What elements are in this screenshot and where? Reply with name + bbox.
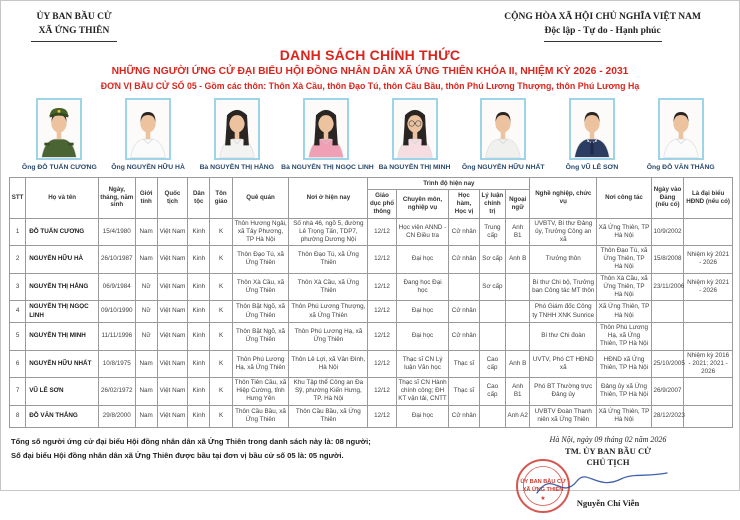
table-cell: UVTV, Phó CT HĐND xã (530, 350, 597, 378)
table-cell: Việt Nam (157, 323, 187, 351)
col-group-qualifications: Trình độ hiện nay (368, 177, 530, 190)
issuing-authority (31, 10, 117, 42)
col-header-occupation: Nghề nghiệp, chức vụ (530, 177, 597, 218)
table-cell: K (210, 378, 232, 406)
candidate-card (459, 98, 548, 171)
table-cell: Cao cấp (479, 378, 505, 406)
issuer-underline (31, 41, 117, 42)
table-cell: Kinh (188, 378, 210, 406)
table-cell: Thạc sĩ (449, 350, 479, 378)
national-motto (504, 10, 701, 42)
table-cell: Cử nhân (449, 301, 479, 323)
col-header-religion: Tôn giáo (210, 177, 232, 218)
table-cell: Khu Tập thể Công an Đa Sỹ, phường Kiến Hưng, TP. Hà Nội (289, 378, 368, 406)
col-header-specialty: Chuyên môn, nghiệp vụ (396, 190, 449, 218)
col-header-politics: Lý luận chính trị (479, 190, 505, 218)
candidate-photo (392, 98, 438, 160)
table-cell: Trưởng thôn (530, 246, 597, 274)
table-cell: Kinh (188, 323, 210, 351)
cell-name: VŨ LÊ SƠN (26, 378, 99, 406)
table-cell: Phó Giám đốc Công ty TNHH XNK Sunrice (530, 301, 597, 323)
table-row (10, 350, 733, 378)
table-cell: 09/10/1990 (99, 301, 135, 323)
signature-org: TM. ỦY BAN BẦU CỬ (564, 445, 651, 456)
svg-text:XÃ ỨNG THIÊN: XÃ ỨNG THIÊN (522, 486, 564, 493)
table-cell: Kinh (188, 246, 210, 274)
table-cell: 11/11/1996 (99, 323, 135, 351)
table-cell: K (210, 323, 232, 351)
summary-text (11, 435, 371, 508)
col-header-language: Ngoại ngữ (506, 190, 530, 218)
table-cell: 7 (10, 378, 26, 406)
candidate-card (104, 98, 193, 171)
table-cell: Kinh (188, 218, 210, 246)
table-cell: Đại học (396, 405, 449, 427)
table-cell: UVBTV Đoàn Thanh niên xã Ứng Thiên (530, 405, 597, 427)
candidate-photo (214, 98, 260, 160)
table-cell: Đại học (396, 301, 449, 323)
table-cell: Anh B (506, 246, 530, 274)
issuer-line1: ỦY BAN BẦU CỬ (36, 12, 112, 22)
table-cell: Thôn Tiên Cầu, xã Hiệp Cường, tỉnh Hưng Yên (232, 378, 289, 406)
document-title: DANH SÁCH CHÍNH THỨC (279, 46, 461, 63)
table-cell: 10/8/1975 (99, 350, 135, 378)
table-cell: Sơ cấp (479, 246, 505, 274)
table-cell: Thạc sĩ (449, 378, 479, 406)
table-cell: HĐND xã Ứng Thiên, TP Hà Nội (597, 350, 652, 378)
table-cell: 15/4/1980 (99, 218, 135, 246)
table-cell: Thôn Cầu Bầu, xã Ứng Thiên (232, 405, 289, 427)
table-cell: 1 (10, 218, 26, 246)
table-cell: 26/9/2007 (651, 378, 683, 406)
table-cell: Việt Nam (157, 301, 187, 323)
table-cell: Đại học (396, 246, 449, 274)
table-cell: Thôn Phú Lương Thượng, xã Ứng Thiên (289, 301, 368, 323)
signature-block (503, 435, 713, 508)
table-cell (479, 323, 505, 351)
candidate-photo (125, 98, 171, 160)
table-cell: Thôn Bặt Ngõ, xã Ứng Thiên (232, 301, 289, 323)
table-cell: K (210, 246, 232, 274)
table-cell: Anh B1 (506, 378, 530, 406)
col-header-hometown: Quê quán (232, 177, 289, 218)
col-header-nationality: Quốc tịch (157, 177, 187, 218)
candidate-card (548, 98, 637, 171)
col-header-name: Họ và tên (26, 177, 99, 218)
col-header-dob: Ngày, tháng, năm sinh (99, 177, 135, 218)
table-cell (506, 323, 530, 351)
table-cell: K (210, 301, 232, 323)
table-cell: 10/9/2002 (651, 218, 683, 246)
cell-name: NGUYỄN THỊ MINH (26, 323, 99, 351)
table-cell: Thôn Hương Ngải, xã Tây Phương, TP Hà Nội (232, 218, 289, 246)
table-cell: 06/9/1984 (99, 273, 135, 301)
table-cell: Nam (135, 246, 157, 274)
table-cell (684, 405, 733, 427)
table-cell: Nam (135, 405, 157, 427)
table-cell: K (210, 273, 232, 301)
table-cell (479, 405, 505, 427)
candidate-name: Ông ĐỖ VĂN THẮNG (646, 163, 715, 171)
table-cell: K (210, 350, 232, 378)
table-cell (684, 378, 733, 406)
table-cell: Học viện ANND - CN Điều tra (396, 218, 449, 246)
table-cell: 2 (10, 246, 26, 274)
table-cell: Nam (135, 378, 157, 406)
table-cell: 3 (10, 273, 26, 301)
candidate-name: Bà NGUYỄN THỊ MINH (378, 163, 451, 171)
table-cell: Thôn Phú Lương Hạ, xã Ứng Thiên (289, 323, 368, 351)
table-cell: 26/02/1972 (99, 378, 135, 406)
col-header-edu: Giáo dục phổ thông (368, 190, 396, 218)
table-cell: Việt Nam (157, 378, 187, 406)
col-header-party-date: Ngày vào Đảng (nếu có) (651, 177, 683, 218)
issuer-line2: XÃ ỨNG THIÊN (38, 26, 110, 37)
national-line2: Độc lập - Tự do - Hạnh phúc (544, 26, 661, 37)
table-cell: 4 (10, 301, 26, 323)
table-cell (479, 301, 505, 323)
table-cell: Thôn Cầu Bầu, xã Ứng Thiên (289, 405, 368, 427)
summary-line2: Số đại biểu Hội đồng nhân dân xã Ứng Thiên được bầu tại đơn vị bầu cử số 05 là: 05 người. (11, 450, 344, 460)
table-cell: Thôn Phú Lương Hạ, xã Ứng Thiên, TP Hà Nội (597, 323, 652, 351)
table-cell: Phó BT Thường trực Đảng ủy (530, 378, 597, 406)
table-cell: Đảng ủy xã Ứng Thiên, TP Hà Nội (597, 378, 652, 406)
table-cell: Xã Ứng Thiên, TP Hà Nội (597, 218, 652, 246)
table-cell (449, 273, 479, 301)
table-cell (506, 301, 530, 323)
table-cell: 25/10/2005 (651, 350, 683, 378)
table-row (10, 218, 733, 246)
svg-text:ỦY BAN BẦU CỬ: ỦY BAN BẦU CỬ (520, 478, 566, 485)
table-cell: Thôn Đạo Tú, xã Ứng Thiên (232, 246, 289, 274)
candidate-photo (569, 98, 615, 160)
table-cell: K (210, 218, 232, 246)
col-header-degree: Học hàm, Học vị (449, 190, 479, 218)
table-cell: Việt Nam (157, 218, 187, 246)
candidate-card (370, 98, 459, 171)
candidate-name: Bà NGUYỄN THỊ NGỌC LINH (281, 163, 374, 171)
candidate-name: Ông ĐỖ TUẤN CƯƠNG (21, 163, 97, 171)
col-header-ethnicity: Dân tộc (188, 177, 210, 218)
table-cell: Thôn Bặt Ngõ, xã Ứng Thiên (232, 323, 289, 351)
table-cell: K (210, 405, 232, 427)
table-cell: Anh B (506, 350, 530, 378)
table-cell: Đang học Đại học (396, 273, 449, 301)
table-cell: 12/12 (368, 301, 396, 323)
table-row (10, 378, 733, 406)
summary-line1: Tổng số người ứng cử đại biểu Hội đồng nhân dân xã Ứng Thiên trong danh sách này là: 08 người; (11, 436, 371, 446)
table-cell: Thôn Xà Cầu, xã Ứng Thiên, TP Hà Nội (597, 273, 652, 301)
table-cell: Thôn Phú Lương Hạ, xã Ứng Thiên (232, 350, 289, 378)
table-cell: 12/12 (368, 378, 396, 406)
table-cell: Thạc sĩ CN Hành chính công; ĐH KT vận tải, CNTT (396, 378, 449, 406)
table-cell: 28/12/2023 (651, 405, 683, 427)
table-cell: Nam (135, 350, 157, 378)
table-cell (506, 273, 530, 301)
table-cell: Số nhà 46, ngõ 5, đường Lê Trọng Tấn, TDP7, phường Dương Nội (289, 218, 368, 246)
table-cell: Kinh (188, 405, 210, 427)
table-cell: Bí thư Chi bộ, Trưởng ban Công tác MT thôn (530, 273, 597, 301)
candidate-photo (658, 98, 704, 160)
table-cell: Cử nhân (449, 246, 479, 274)
table-cell: Nhiệm kỳ 2021 - 2026 (684, 246, 733, 274)
candidates-table (9, 177, 733, 428)
candidate-name: Ông NGUYỄN HỮU HÀ (111, 163, 185, 171)
svg-text:★: ★ (540, 495, 546, 502)
document-footer (1, 428, 739, 508)
signature-date-line: Hà Nội, ngày 09 tháng 02 năm 2026 (549, 434, 667, 444)
table-cell: Nhiệm kỳ 2016 - 2021; 2021 - 2026 (684, 350, 733, 378)
document-subtitle: NHỮNG NGƯỜI ỨNG CỬ ĐẠI BIỂU HỘI ĐỒNG NHÂN DÂN XÃ ỨNG THIÊN KHÓA II, NHIỆM KỲ 2026 - 2031 (111, 65, 629, 77)
cell-name: ĐỖ VĂN THẮNG (26, 405, 99, 427)
table-cell: Nữ (135, 301, 157, 323)
table-cell: Việt Nam (157, 273, 187, 301)
table-cell: 6 (10, 350, 26, 378)
table-cell: Thôn Lê Lợi, xã Vân Đình, Hà Nội (289, 350, 368, 378)
table-row (10, 246, 733, 274)
table-cell: 12/12 (368, 273, 396, 301)
table-cell (651, 323, 683, 351)
candidate-name: Bà NGUYỄN THỊ HẰNG (199, 163, 274, 171)
table-cell: Xã Ứng Thiên, TP Hà Nội (597, 405, 652, 427)
document-header (1, 1, 739, 42)
table-cell: Cao cấp (479, 350, 505, 378)
table-cell: 26/10/1987 (99, 246, 135, 274)
table-cell (684, 301, 733, 323)
candidate-photos (1, 98, 739, 171)
table-cell (684, 323, 733, 351)
table-cell: 5 (10, 323, 26, 351)
candidates-table-wrap (9, 177, 731, 428)
table-cell: Nữ (135, 323, 157, 351)
cell-name: NGUYỄN HỮU HÀ (26, 246, 99, 274)
cell-name: NGUYỄN THỊ NGỌC LINH (26, 301, 99, 323)
table-cell: Sơ cấp (479, 273, 505, 301)
candidate-card (192, 98, 281, 171)
cell-name: NGUYỄN THỊ HẰNG (26, 273, 99, 301)
col-header-stt: STT (10, 177, 26, 218)
table-cell: Nữ (135, 273, 157, 301)
candidate-name: Ông NGUYỄN HỮU NHẤT (461, 163, 545, 171)
table-cell: Cử nhân (449, 218, 479, 246)
candidate-photo (303, 98, 349, 160)
col-header-gender: Giới tính (135, 177, 157, 218)
candidate-card (636, 98, 725, 171)
table-cell: 12/12 (368, 323, 396, 351)
candidate-photo (480, 98, 526, 160)
table-cell: Kinh (188, 350, 210, 378)
table-row (10, 301, 733, 323)
table-cell: Kinh (188, 301, 210, 323)
table-cell: 12/12 (368, 405, 396, 427)
table-cell: Cử nhân (449, 323, 479, 351)
table-cell: 8 (10, 405, 26, 427)
table-cell: Nam (135, 218, 157, 246)
table-cell: UVBTV, Bí thư Đảng ủy, Trưởng Công an xã (530, 218, 597, 246)
table-cell: Kinh (188, 273, 210, 301)
table-cell: Anh B1 (506, 218, 530, 246)
cell-name: ĐỖ TUẤN CƯƠNG (26, 218, 99, 246)
table-cell (651, 301, 683, 323)
table-row (10, 405, 733, 427)
table-cell: 23/11/2006 (651, 273, 683, 301)
table-cell: Đại học (396, 323, 449, 351)
table-cell: Thạc sĩ CN Lý luận Văn học (396, 350, 449, 378)
table-cell: Việt Nam (157, 350, 187, 378)
candidate-card (15, 98, 104, 171)
col-header-residence: Nơi ở hiện nay (289, 177, 368, 218)
table-cell: 12/12 (368, 350, 396, 378)
table-cell: Thôn Xà Cầu, xã Ứng Thiên (232, 273, 289, 301)
candidate-name: Ông VŨ LÊ SƠN (565, 163, 619, 171)
table-cell: Thôn Đạo Tú, xã Ứng Thiên, TP Hà Nội (597, 246, 652, 274)
table-cell: 12/12 (368, 218, 396, 246)
signer-name: Nguyễn Chí Viễn (576, 497, 640, 508)
election-unit-line: ĐƠN VỊ BẦU CỬ SỐ 05 - Gồm các thôn: Thôn Xà Cầu, thôn Đạo Tú, thôn Cầu Bầu, thôn Phú Lương Thượng, thôn Phú Lương Hạ (100, 80, 640, 91)
table-cell (684, 218, 733, 246)
table-row (10, 323, 733, 351)
national-line1: CỘNG HÒA XÃ HỘI CHỦ NGHĨA VIỆT NAM (504, 12, 701, 22)
table-cell: 29/8/2000 (99, 405, 135, 427)
table-cell: Việt Nam (157, 246, 187, 274)
title-block (1, 47, 739, 91)
table-cell: Trung cấp (479, 218, 505, 246)
table-cell: Anh A2 (506, 405, 530, 427)
table-cell: Việt Nam (157, 405, 187, 427)
candidates-tbody (10, 218, 733, 427)
signature-role: CHỦ TỊCH (586, 456, 630, 467)
table-cell: Nhiệm kỳ 2021 - 2026 (684, 273, 733, 301)
table-cell: Xã Ứng Thiên, TP Hà Nội (597, 301, 652, 323)
candidate-card (281, 98, 374, 171)
table-cell: Thôn Xà Cầu, xã Ứng Thiên (289, 273, 368, 301)
motto-underline (544, 41, 662, 42)
candidate-photo (36, 98, 82, 160)
table-cell: Cử nhân (449, 405, 479, 427)
table-cell: Thôn Đạo Tú, xã Ứng Thiên (289, 246, 368, 274)
table-cell: Bí thư Chi đoàn (530, 323, 597, 351)
table-row (10, 273, 733, 301)
col-header-council: Là đại biểu HĐND (nếu có) (684, 177, 733, 218)
table-cell: 12/12 (368, 246, 396, 274)
col-header-workplace: Nơi công tác (597, 177, 652, 218)
table-cell: 15/8/2008 (651, 246, 683, 274)
cell-name: NGUYỄN HỮU NHẤT (26, 350, 99, 378)
